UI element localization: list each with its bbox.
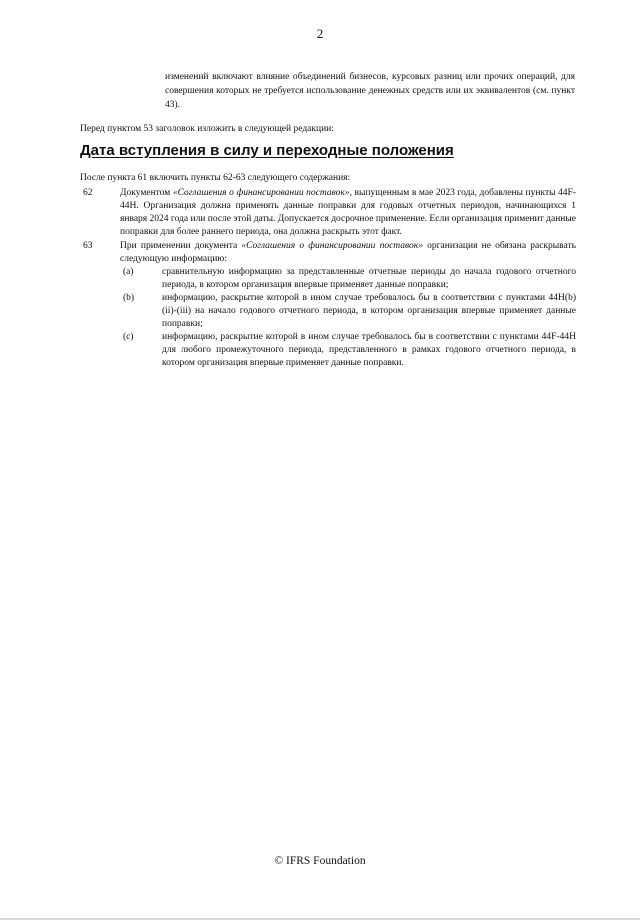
continuation-paragraph: изменений включают влияние объединений бизнесов, курсовых разниц или прочих операций, для совершения которых не требуется использование денежных средств или их эквивалентов (см. пункт 43).: [165, 72, 575, 110]
paragraph-number: 62: [83, 188, 93, 198]
list-item: [80, 266, 576, 292]
list-item-letter: (a): [123, 267, 134, 277]
paragraph-text: организация не обязана раскрывать следующую информацию:: [120, 241, 576, 264]
list-item-letter: (c): [123, 332, 134, 342]
list-item-text: информацию, раскрытие которой в ином случае требовалось бы в соответствии с пунктами 44F-44H для любого промежуточного периода, представленного в рамках годового отчетного периода, в котором организация впервые применяет данные поправки.: [162, 332, 576, 368]
paragraph-body: [120, 240, 576, 266]
instruction-insert-paragraphs: После пункта 61 включить пункты 62-63 следующего содержания:: [80, 173, 351, 183]
list-item: [80, 292, 576, 331]
section-heading: Дата вступления в силу и переходные положения: [80, 142, 454, 159]
paragraph-body: [120, 187, 576, 239]
list-item-letter: (b): [123, 293, 135, 303]
list-item: [80, 331, 576, 370]
page-number: 2: [316, 26, 324, 41]
paragraph-text: Документом: [120, 188, 173, 198]
list-item-text: сравнительную информацию за представленные отчетные периоды до начала годового отчетного периода, в котором организация впервые применяет данные поправки;: [162, 267, 576, 290]
paragraph-number: 63: [83, 241, 93, 251]
paragraph-text: , выпущенным в мае 2023 года, добавлены пункты 44F-44H. Организация должна применять данные поправки для годовых отчетных периодов, начинающихся 1 января 2024 года или после этой даты. Допускается досрочное применение. Если организация применит данные поправки для более раннего периода, она должна раскрыть этот факт.: [120, 188, 576, 237]
instruction-heading-replacement: Перед пунктом 53 заголовок изложить в следующей редакции:: [80, 124, 334, 134]
document-title: «Соглашения о финансировании поставок»: [172, 188, 350, 198]
paragraph-62: [80, 187, 576, 239]
list-item-text: информацию, раскрытие которой в ином случае требовалось бы в соответствии с пунктами 44H(b)(ii)-(iii) на начало годового отчетного периода, в котором организация впервые применяет данные поправки;: [162, 293, 576, 329]
document-title: «Соглашения о финансировании поставок»: [241, 241, 423, 251]
paragraph-63: [80, 240, 576, 370]
paragraph-text: При применении документа: [120, 241, 242, 251]
copyright-footer: © IFRS Foundation: [274, 855, 366, 867]
